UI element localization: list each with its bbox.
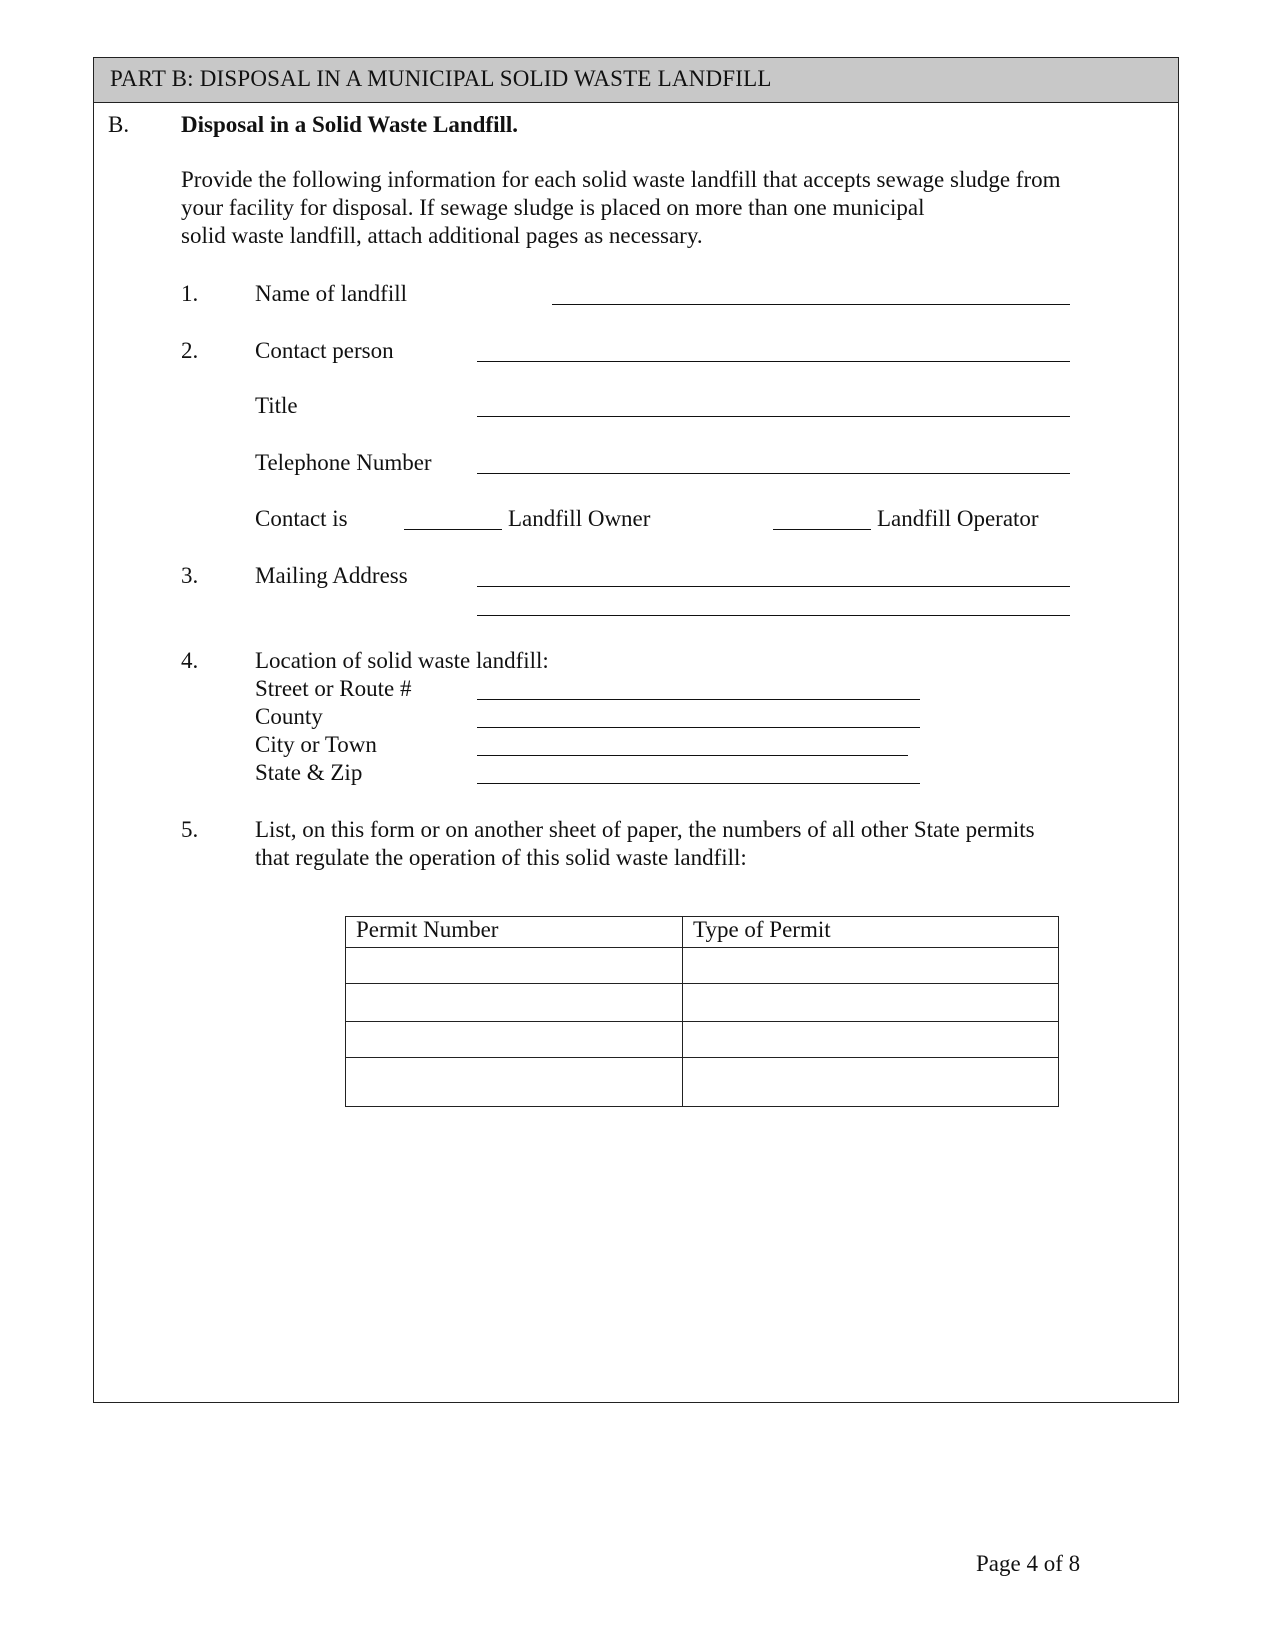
landfill-operator-checkline[interactable] bbox=[773, 529, 871, 530]
table-row bbox=[346, 948, 1059, 984]
item-3-number: 3. bbox=[181, 563, 199, 588]
landfill-owner-option: Landfill Owner bbox=[508, 506, 651, 531]
telephone-number-field[interactable] bbox=[477, 473, 1070, 474]
table-row bbox=[346, 1022, 1059, 1058]
permit-number-cell[interactable] bbox=[346, 948, 683, 984]
table-row bbox=[346, 1058, 1059, 1107]
permit-table bbox=[345, 916, 1059, 1107]
contact-is-label: Contact is bbox=[255, 506, 348, 531]
state-zip-field[interactable] bbox=[477, 783, 920, 784]
item-5-number: 5. bbox=[181, 817, 199, 842]
type-of-permit-cell[interactable] bbox=[683, 948, 1059, 984]
part-title: PART B: DISPOSAL IN A MUNICIPAL SOLID WASTE LANDFILL bbox=[110, 66, 772, 91]
location-label: Location of solid waste landfill: bbox=[255, 648, 549, 673]
type-of-permit-cell[interactable] bbox=[683, 1022, 1059, 1058]
section-heading: Disposal in a Solid Waste Landfill. bbox=[181, 112, 519, 137]
intro-line-2: your facility for disposal. If sewage sludge is placed on more than one municipal bbox=[181, 195, 925, 220]
street-route-label: Street or Route # bbox=[255, 676, 412, 701]
mailing-address-field-1[interactable] bbox=[477, 586, 1070, 587]
contact-person-field[interactable] bbox=[477, 361, 1070, 362]
type-of-permit-cell[interactable] bbox=[683, 984, 1059, 1022]
intro-line-3: solid waste landfill, attach additional pages as necessary. bbox=[181, 223, 703, 248]
permits-instruction-line-1: List, on this form or on another sheet of paper, the numbers of all other State permits bbox=[255, 817, 1035, 842]
name-of-landfill-label: Name of landfill bbox=[255, 281, 408, 306]
title-field[interactable] bbox=[477, 416, 1070, 417]
item-4-number: 4. bbox=[181, 648, 199, 673]
telephone-number-label: Telephone Number bbox=[255, 450, 432, 475]
table-row bbox=[346, 984, 1059, 1022]
landfill-operator-option: Landfill Operator bbox=[877, 506, 1039, 531]
page-number: Page 4 of 8 bbox=[976, 1551, 1081, 1576]
mailing-address-field-2[interactable] bbox=[477, 615, 1070, 616]
county-field[interactable] bbox=[477, 727, 920, 728]
permit-number-cell[interactable] bbox=[346, 1022, 683, 1058]
city-town-field[interactable] bbox=[477, 755, 908, 756]
name-of-landfill-field[interactable] bbox=[552, 304, 1070, 305]
item-2-number: 2. bbox=[181, 338, 199, 363]
landfill-owner-checkline[interactable] bbox=[404, 529, 502, 530]
section-letter: B. bbox=[108, 112, 130, 137]
permits-instruction-line-2: that regulate the operation of this solid waste landfill: bbox=[255, 845, 747, 870]
title-label: Title bbox=[255, 393, 298, 418]
item-1-number: 1. bbox=[181, 281, 199, 306]
state-zip-label: State & Zip bbox=[255, 760, 363, 785]
part-header-bar bbox=[94, 58, 1178, 103]
type-of-permit-header: Type of Permit bbox=[683, 917, 1059, 948]
type-of-permit-cell[interactable] bbox=[683, 1058, 1059, 1107]
permit-number-cell[interactable] bbox=[346, 1058, 683, 1107]
street-route-field[interactable] bbox=[477, 699, 920, 700]
table-header-row bbox=[346, 917, 1059, 948]
contact-person-label: Contact person bbox=[255, 338, 394, 363]
mailing-address-label: Mailing Address bbox=[255, 563, 408, 588]
permit-number-header: Permit Number bbox=[346, 917, 683, 948]
county-label: County bbox=[255, 704, 323, 729]
city-town-label: City or Town bbox=[255, 732, 377, 757]
intro-line-1: Provide the following information for each solid waste landfill that accepts sewage sludge from bbox=[181, 167, 1061, 192]
permit-number-cell[interactable] bbox=[346, 984, 683, 1022]
